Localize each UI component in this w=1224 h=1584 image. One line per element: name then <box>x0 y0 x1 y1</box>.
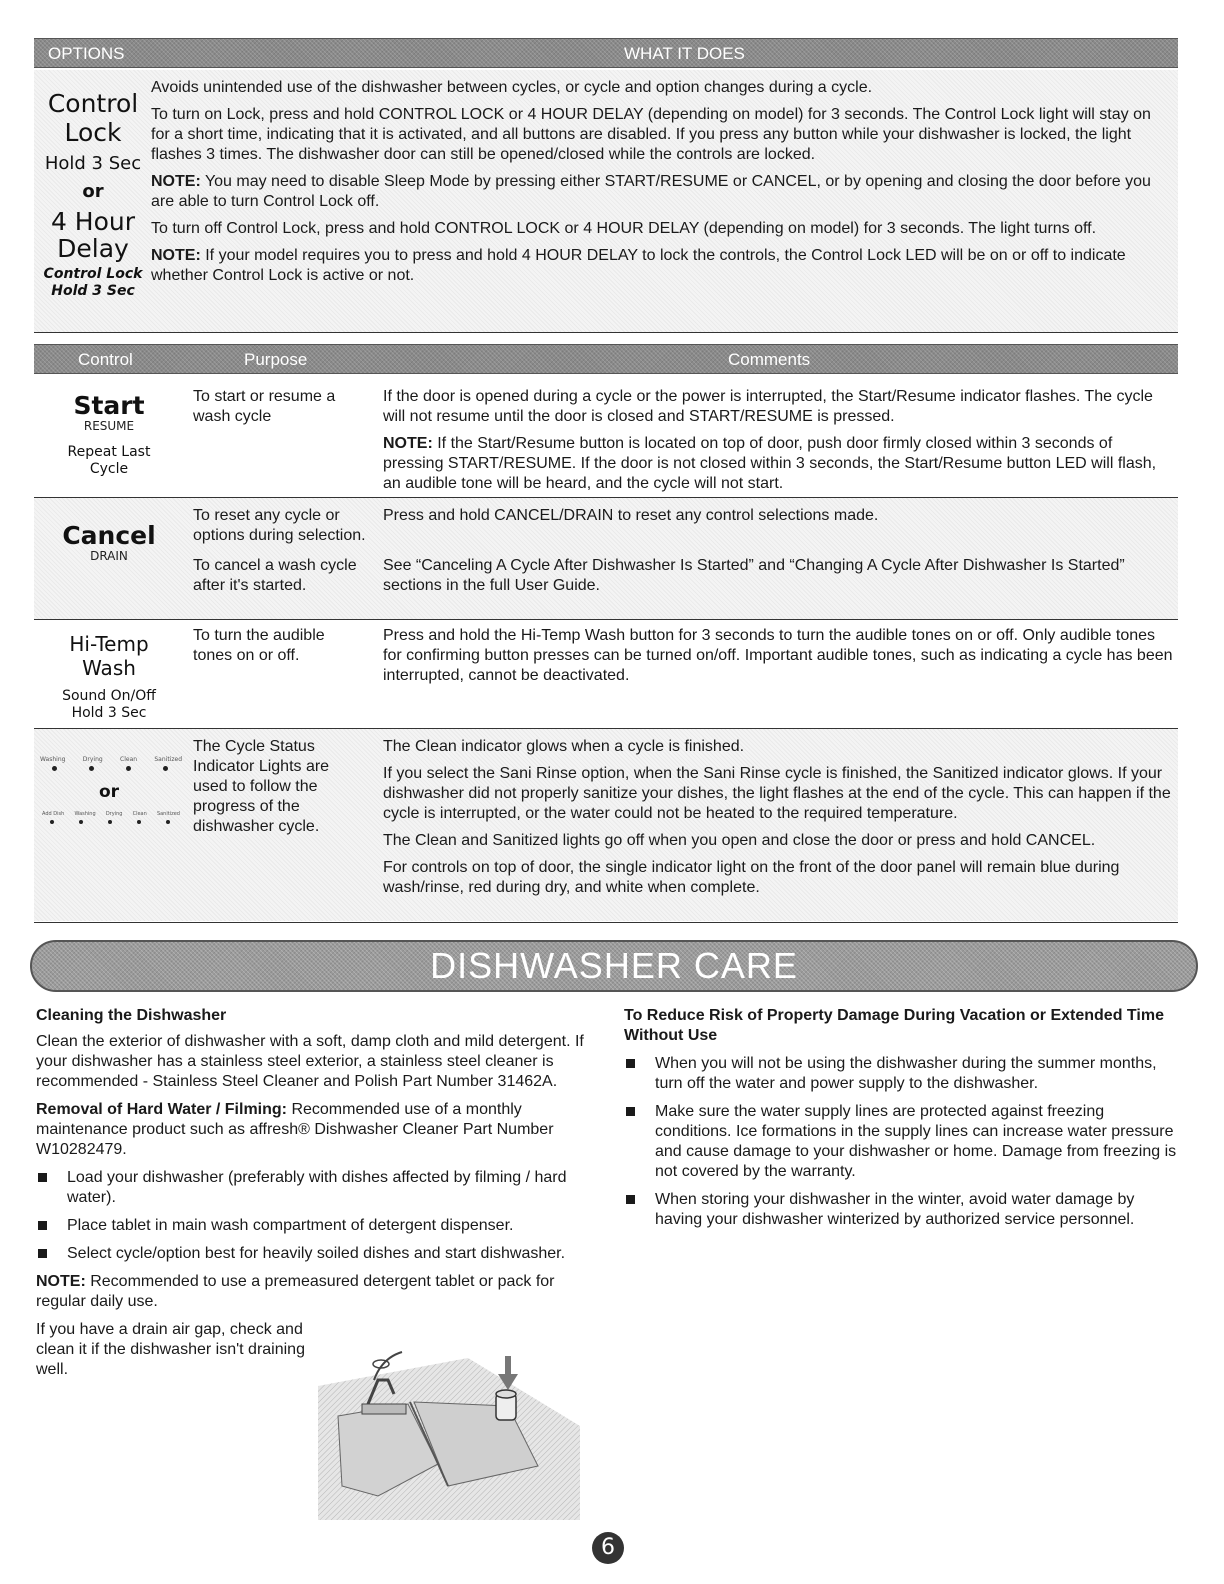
start-label: Start <box>73 391 145 420</box>
hitemp-control-label <box>34 632 184 722</box>
page-number-badge <box>592 1532 624 1564</box>
controls-table-bottom-rule <box>34 922 1178 923</box>
hitemp-purpose: To turn the audible tones on or off. <box>193 627 325 664</box>
hitemp-label-line2: Wash <box>82 656 136 680</box>
care-bullet: Load your dishwasher (preferably with dishes affected by filming / hard water). <box>36 1168 592 1208</box>
status-indicator-row2 <box>42 811 180 824</box>
vacation-bullet: When you will not be using the dishwasher during the summer months, turn off the water and power supply to the dishwasher. <box>624 1054 1180 1094</box>
control-lock-label <box>34 88 152 300</box>
header-control: Control <box>78 350 133 369</box>
note-label: NOTE: <box>151 173 201 190</box>
hard-water-text: Recommended use of a monthly maintenance product such as affresh® Dishwasher Cleaner Part Number W10282479. <box>36 1101 554 1158</box>
status-or: or <box>98 782 120 802</box>
status-label: Clean <box>120 756 138 763</box>
page-number: 6 <box>601 1535 615 1560</box>
control-lock-p3: To turn off Control Lock, press and hold CONTROL LOCK or 4 HOUR DELAY (depending on model) for 3 seconds. The light turns off. <box>151 220 1097 237</box>
vacation-title: To Reduce Risk of Property Damage During Vacation or Extended Time Without Use <box>624 1007 1164 1044</box>
status-label: Washing <box>40 756 66 763</box>
header-purpose: Purpose <box>244 350 308 369</box>
start-comment1: If the door is opened during a cycle or the power is interrupted, the Start/Resume indicator flashes. The cycle will not resume until the door is closed and START/RESUME is pressed. <box>383 388 1153 425</box>
status-comments <box>383 737 1173 898</box>
start-comments <box>383 387 1173 494</box>
status-label: Clean <box>132 811 147 817</box>
dishwasher-care-banner <box>30 940 1198 992</box>
control-lock-p1: Avoids unintended use of the dishwasher between cycles, or cycle and option changes during a cycle. <box>151 79 873 96</box>
down-arrow-icon <box>498 1356 518 1390</box>
indicator-light-dot <box>163 766 168 771</box>
indicator-light-dot <box>108 820 112 824</box>
note-label: NOTE: <box>383 435 433 452</box>
control-lock-or: or <box>82 181 104 202</box>
status-indicator-row1 <box>40 756 182 771</box>
banner-title: DISHWASHER CARE <box>430 945 798 986</box>
control-lock-p2: To turn on Lock, press and hold CONTROL LOCK or 4 HOUR DELAY (depending on model) for 3 seconds. The Control Lock light will stay on for a short time, indicating that it is activated, and all buttons are disabled. If you press any button while your dishwasher is locked, the light flashes 3 times. The dishwasher door can still be opened/closed while the controls are locked. <box>151 106 1151 163</box>
vacation-bullet: When storing your dishwasher in the winter, avoid water damage by having your dishwasher winterized by authorized service personnel. <box>624 1190 1180 1230</box>
header-comments: Comments <box>728 350 811 369</box>
care-left-column <box>36 1006 592 1380</box>
hard-water-paragraph <box>36 1100 592 1160</box>
air-gap-text: If you have a drain air gap, check and clean it if the dishwasher isn't draining well. <box>36 1321 305 1378</box>
indicator-light-dot <box>126 766 131 771</box>
control-lock-note2-text: If your model requires you to press and hold 4 HOUR DELAY to lock the controls, the Control Lock LED will be on or off to indicate whether Control Lock is active or not. <box>151 247 1126 284</box>
control-lock-sub-line1: Control Lock <box>43 266 143 282</box>
start-note-text: If the Start/Resume button is located on top of door, push door firmly closed within 3 seconds of pressing START/RESUME. If the door is not closed within 3 seconds, the Start/Resume button LED will flash, an audible tone will be heard, and the cycle will not start. <box>383 435 1157 492</box>
hard-water-label: Removal of Hard Water / Filming: <box>36 1101 287 1118</box>
status-comment4: For controls on top of door, the single indicator light on the front of the door panel will remain blue during wash/rinse, red during dry, and white when complete. <box>383 859 1120 896</box>
cancel-purpose <box>193 506 368 596</box>
vacation-bullet: Make sure the water supply lines are protected against freezing conditions. Ice formations in the supply lines can increase water pressure and cause damage to your dishwasher or home. Damage from freezing is not covered by the warranty. <box>624 1102 1180 1182</box>
hitemp-comments: Press and hold the Hi-Temp Wash button for 3 seconds to turn the audible tones on or off. Only audible tones for confirming button presses can be turned on/off. Important audible tones, such as indicating a cycle has been interrupted, cannot be deactivated. <box>383 627 1173 684</box>
control-lock-note1 <box>151 172 1171 212</box>
cleaning-text: Clean the exterior of dishwasher with a soft, damp cloth and mild detergent. If your dishwasher has a stainless steel exterior, a stainless steel cleaner is recommended - Stainless Steel Cleaner and Polish Part Number 31462A. <box>36 1033 584 1090</box>
control-lock-hold: Hold 3 Sec <box>44 153 142 174</box>
start-sub: RESUME <box>83 419 135 433</box>
status-label: Add Dish <box>42 811 65 817</box>
status-label: Washing <box>74 811 96 817</box>
cancel-control-label <box>34 520 184 564</box>
care-note <box>36 1272 592 1312</box>
care-note-text: Recommended to use a premeasured detergent tablet or pack for regular daily use. <box>36 1273 555 1310</box>
control-lock-note1-text: You may need to disable Sleep Mode by pressing either START/RESUME or CANCEL, or by opening and closing the door before you are able to turn Control Lock off. <box>151 173 1151 210</box>
options-header-bar <box>34 38 1178 68</box>
four-hour-delay-line1: 4 Hour <box>50 207 136 236</box>
hitemp-label-line1: Hi-Temp <box>69 632 149 656</box>
control-lock-sub-line2: Hold 3 Sec <box>51 283 135 299</box>
cancel-comment1: Press and hold CANCEL/DRAIN to reset any control selections made. <box>383 507 879 524</box>
controls-header-bar <box>34 344 1178 374</box>
control-lock-label-line2: Lock <box>64 118 122 147</box>
options-table-bottom-rule <box>34 332 1178 333</box>
start-control-label <box>34 390 184 478</box>
cancel-purpose1: To reset any cycle or options during selection. <box>193 507 366 544</box>
cancel-label: Cancel <box>62 521 156 550</box>
care-right-column <box>624 1006 1180 1230</box>
status-comment1: The Clean indicator glows when a cycle is finished. <box>383 738 745 755</box>
cancel-comments <box>383 506 1173 596</box>
status-comment3: The Clean and Sanitized lights go off when you open and close the door or press and hold CANCEL. <box>383 832 1096 849</box>
start-extra-line1: Repeat Last <box>67 444 151 460</box>
cancel-purpose2: To cancel a wash cycle after it's started. <box>193 557 357 594</box>
control-lock-note2 <box>151 246 1171 286</box>
indicator-light-dot <box>50 820 54 824</box>
indicator-light-dot <box>89 766 94 771</box>
sink-air-gap-illustration <box>318 1346 580 1520</box>
indicator-light-dot <box>79 820 83 824</box>
status-comment2: If you select the Sani Rinse option, when the Sani Rinse cycle is finished, the Sanitized indicator glows. If your dishwasher did not properly sanitize your dishes, the light flashes at the end of the cycle. This can happen if the cycle is interrupted, or the water could not be heated to the required temperature. <box>383 765 1171 822</box>
status-label: Drying <box>105 811 123 817</box>
indicator-light-dot <box>166 820 170 824</box>
status-label: Sanitized <box>154 756 182 763</box>
hitemp-sub-line1: Sound On/Off <box>62 688 156 704</box>
status-label: Drying <box>82 756 103 763</box>
header-what-it-does: WHAT IT DOES <box>624 44 745 63</box>
header-options: OPTIONS <box>48 44 125 63</box>
care-bullet: Place tablet in main wash compartment of detergent dispenser. <box>36 1216 592 1236</box>
note-label: NOTE: <box>36 1273 86 1290</box>
note-label: NOTE: <box>151 247 201 264</box>
start-purpose: To start or resume a wash cycle <box>193 388 336 425</box>
indicator-light-dot <box>137 820 141 824</box>
cancel-comment2: See “Canceling A Cycle After Dishwasher Is Started” and “Changing A Cycle After Dishwasher Is Started” sections in the full User Guide. <box>383 557 1125 594</box>
start-extra-line2: Cycle <box>89 461 129 477</box>
start-note <box>383 434 1173 494</box>
hitemp-sub-line2: Hold 3 Sec <box>71 705 147 721</box>
control-lock-label-line1: Control <box>47 89 139 118</box>
care-bullet: Select cycle/option best for heavily soiled dishes and start dishwasher. <box>36 1244 592 1264</box>
cancel-sub: DRAIN <box>90 549 128 563</box>
indicator-light-dot <box>52 766 57 771</box>
four-hour-delay-line2: Delay <box>57 234 129 263</box>
status-purpose: The Cycle Status Indicator Lights are used to follow the progress of the dishwasher cycle. <box>193 738 330 835</box>
cleaning-title: Cleaning the Dishwasher <box>36 1007 227 1024</box>
status-label: Sanitized <box>156 811 180 817</box>
cancel-row-rule <box>34 619 1178 620</box>
control-lock-description <box>151 78 1171 293</box>
